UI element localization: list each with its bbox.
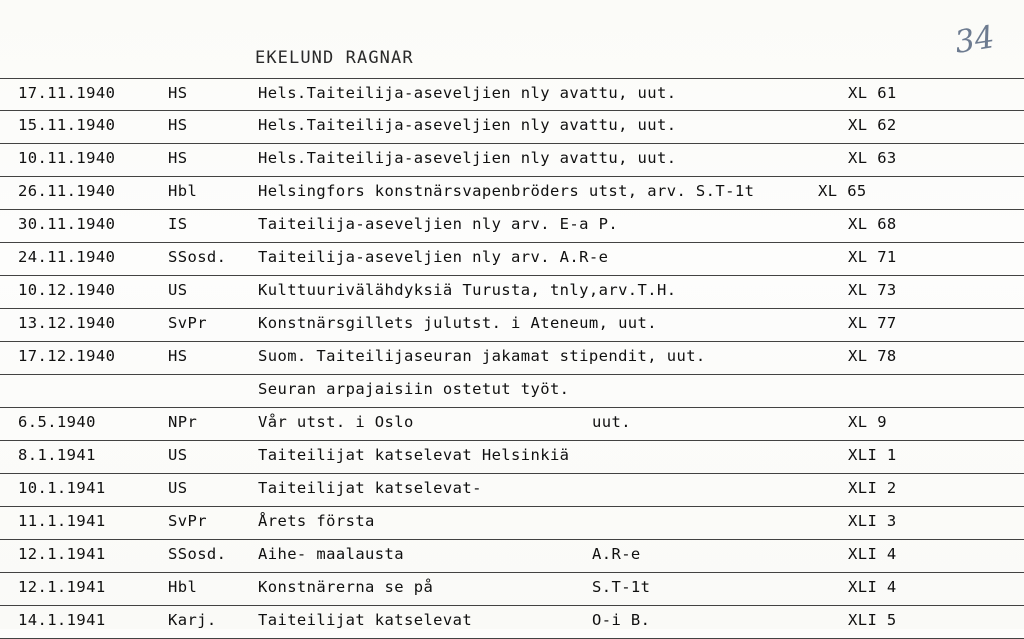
- entry-title: Hels.Taiteilija-aseveljien nly avattu, uut.: [258, 149, 677, 167]
- entry-title: Taiteilijat katselevat: [258, 611, 473, 629]
- entry-source: HS: [168, 84, 188, 102]
- entry-date: 26.11.1940: [18, 182, 116, 200]
- entry-extra: O-i B.: [592, 611, 651, 629]
- entry-extra: A.R-e: [592, 545, 641, 563]
- entry-source: SvPr: [168, 314, 207, 332]
- entry-source: Karj.: [168, 611, 217, 629]
- entry-extra: S.T-1t: [592, 578, 651, 596]
- entry-source: SSosd.: [168, 545, 227, 563]
- entry-reference: XL 78: [848, 347, 897, 365]
- entry-source: US: [168, 479, 188, 497]
- entry-title: Taiteilija-aseveljien nly arv. A.R-e: [258, 248, 609, 266]
- entry-title: Taiteilijat katselevat-: [258, 479, 482, 497]
- entry-reference: XL 9: [848, 413, 887, 431]
- entry-reference: XL 73: [848, 281, 897, 299]
- entry-title: Kulttuurivälähdyksiä Turusta, tnly,arv.T.H.: [258, 281, 677, 299]
- entry-date: 17.11.1940: [18, 84, 116, 102]
- entry-date: 8.1.1941: [18, 446, 96, 464]
- entry-title: Konstnärsgillets julutst. i Ateneum, uut.: [258, 314, 658, 332]
- table-row: [0, 606, 1024, 639]
- entry-title: Taiteilija-aseveljien nly arv. E-a P.: [258, 215, 619, 233]
- entry-date: 14.1.1941: [18, 611, 106, 629]
- table-row: [0, 507, 1024, 540]
- entry-reference: XLI 5: [848, 611, 897, 629]
- entry-source: NPr: [168, 413, 198, 431]
- entry-title: Aihe- maalausta: [258, 545, 404, 563]
- table-row: [0, 177, 1024, 210]
- entry-title: Suom. Taiteilijaseuran jakamat stipendit, uut.: [258, 347, 706, 365]
- entry-title: Vår utst. i Oslo: [258, 413, 414, 431]
- table-row: [0, 474, 1024, 507]
- entry-reference: XL 71: [848, 248, 897, 266]
- entry-date: 12.1.1941: [18, 578, 106, 596]
- entry-source: Hbl: [168, 182, 198, 200]
- page-number: 34: [951, 19, 997, 61]
- entry-date: 12.1.1941: [18, 545, 106, 563]
- table-row: [0, 573, 1024, 606]
- entry-reference: XL 65: [818, 182, 867, 200]
- entry-date: 15.11.1940: [18, 116, 116, 134]
- table-row: [0, 78, 1024, 111]
- entry-reference: XL 62: [848, 116, 897, 134]
- entry-title: Hels.Taiteilija-aseveljien nly avattu, uut.: [258, 116, 677, 134]
- entry-reference: XLI 4: [848, 545, 897, 563]
- entry-source: HS: [168, 149, 188, 167]
- entry-reference: XLI 4: [848, 578, 897, 596]
- table-row: [0, 144, 1024, 177]
- entry-title: Årets första: [258, 512, 375, 530]
- entry-title: Seuran arpajaisiin ostetut työt.: [258, 380, 570, 398]
- table-row: [0, 309, 1024, 342]
- table-row: [0, 210, 1024, 243]
- table-row: [0, 408, 1024, 441]
- entry-source: HS: [168, 347, 188, 365]
- entry-source: US: [168, 281, 188, 299]
- table-row: [0, 342, 1024, 375]
- entry-reference: XLI 2: [848, 479, 897, 497]
- table-row: [0, 540, 1024, 573]
- entry-date: 10.11.1940: [18, 149, 116, 167]
- entry-source: US: [168, 446, 188, 464]
- entry-title: Konstnärerna se på: [258, 578, 434, 596]
- entry-title: Helsingfors konstnärsvapenbröders utst, arv. S.T-1t: [258, 182, 755, 200]
- entry-source: Hbl: [168, 578, 198, 596]
- entry-date: 10.12.1940: [18, 281, 116, 299]
- entry-date: 11.1.1941: [18, 512, 106, 530]
- entry-date: 30.11.1940: [18, 215, 116, 233]
- table-row: [0, 243, 1024, 276]
- entry-date: 17.12.1940: [18, 347, 116, 365]
- entry-date: 10.1.1941: [18, 479, 106, 497]
- entry-reference: XL 63: [848, 149, 897, 167]
- table-row: [0, 441, 1024, 474]
- entries-table: [0, 78, 1024, 639]
- entry-source: HS: [168, 116, 188, 134]
- entry-reference: XL 61: [848, 84, 897, 102]
- table-row: [0, 375, 1024, 408]
- table-row: [0, 276, 1024, 309]
- page-title: EKELUND RAGNAR: [255, 48, 414, 68]
- entry-title: Taiteilijat katselevat Helsinkiä: [258, 446, 570, 464]
- entry-source: SvPr: [168, 512, 207, 530]
- entry-reference: XLI 3: [848, 512, 897, 530]
- entry-source: SSosd.: [168, 248, 227, 266]
- entry-reference: XL 77: [848, 314, 897, 332]
- entry-reference: XLI 1: [848, 446, 897, 464]
- entry-source: IS: [168, 215, 188, 233]
- entry-date: 6.5.1940: [18, 413, 96, 431]
- entry-extra: uut.: [592, 413, 631, 431]
- table-row: [0, 111, 1024, 144]
- entry-date: 13.12.1940: [18, 314, 116, 332]
- entry-title: Hels.Taiteilija-aseveljien nly avattu, uut.: [258, 84, 677, 102]
- entry-reference: XL 68: [848, 215, 897, 233]
- entry-date: 24.11.1940: [18, 248, 116, 266]
